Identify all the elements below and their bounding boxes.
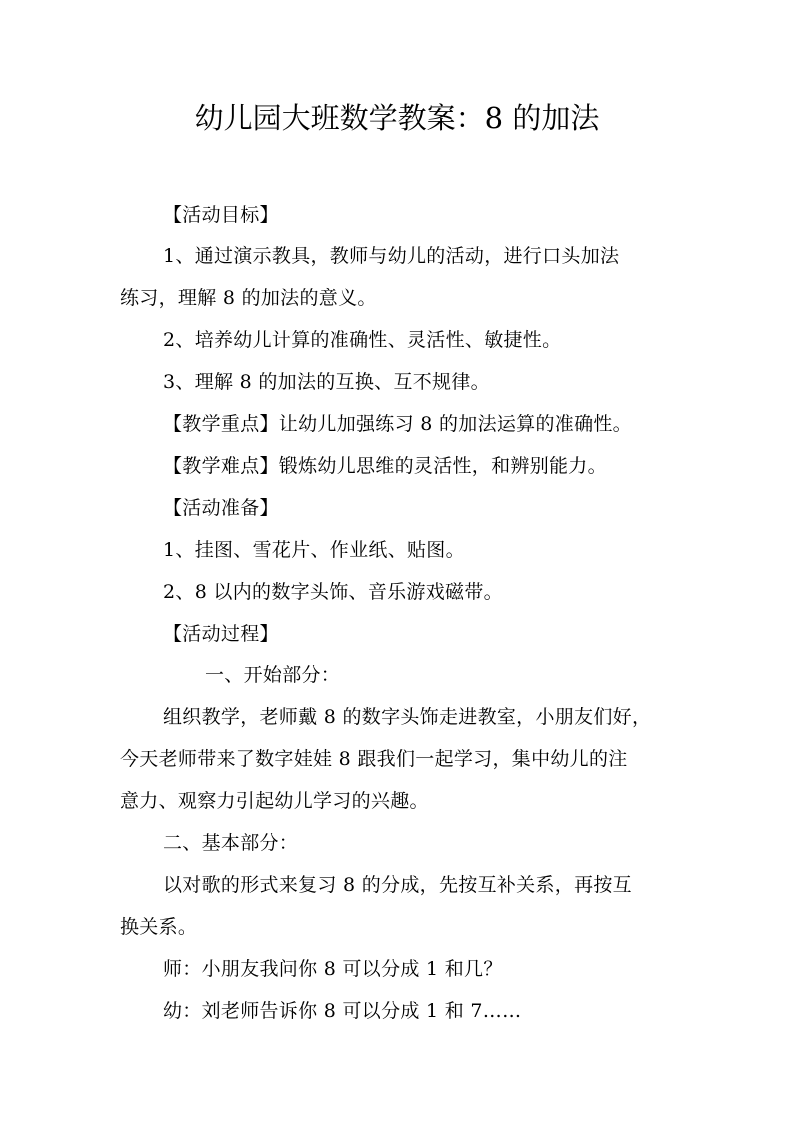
document-title: 幼儿园大班数学教案：8 的加法 [194, 101, 600, 135]
section-start-heading: 一、开始部分： [205, 664, 341, 686]
heading-activity-preparation: 【活动准备】 [163, 497, 279, 519]
teaching-focus: 【教学重点】让幼儿加强练习 8 的加法运算的准确性。 [163, 413, 632, 435]
teaching-difficulty: 【教学难点】锻炼幼儿思维的灵活性，和辨别能力。 [163, 455, 607, 477]
preparation-1: 1、挂图、雪花片、作业纸、贴图。 [163, 539, 465, 561]
start-paragraph-line-2: 今天老师带来了数字娃娃 8 跟我们一起学习，集中幼儿的注 [120, 748, 628, 770]
basic-paragraph-line-1: 以对歌的形式来复习 8 的分成，先按互补关系，再按互 [163, 874, 632, 896]
start-paragraph-line-1: 组织教学，老师戴 8 的数字头饰走进教室，小朋友们好， [163, 706, 652, 728]
section-basic-heading: 二、基本部分： [163, 832, 299, 854]
preparation-2: 2、8 以内的数字头饰、音乐游戏磁带。 [163, 581, 503, 603]
heading-activity-goals: 【活动目标】 [163, 204, 279, 226]
heading-activity-process: 【活动过程】 [163, 623, 279, 645]
goal-1-line-1: 1、通过演示教具，教师与幼儿的活动，进行口头加法 [163, 245, 620, 267]
basic-paragraph-line-2: 换关系。 [120, 916, 198, 938]
goal-3: 3、理解 8 的加法的互换、互不规律。 [163, 371, 490, 393]
dialogue-children: 幼：刘老师告诉你 8 可以分成 1 和 7…… [163, 1000, 522, 1022]
goal-1-line-2: 练习，理解 8 的加法的意义。 [120, 287, 377, 309]
goal-2: 2、培养幼儿计算的准确性、灵活性、敏捷性。 [163, 329, 562, 351]
dialogue-teacher: 师：小朋友我问你 8 可以分成 1 和几？ [163, 958, 503, 980]
start-paragraph-line-3: 意力、观察力引起幼儿学习的兴趣。 [120, 790, 429, 812]
